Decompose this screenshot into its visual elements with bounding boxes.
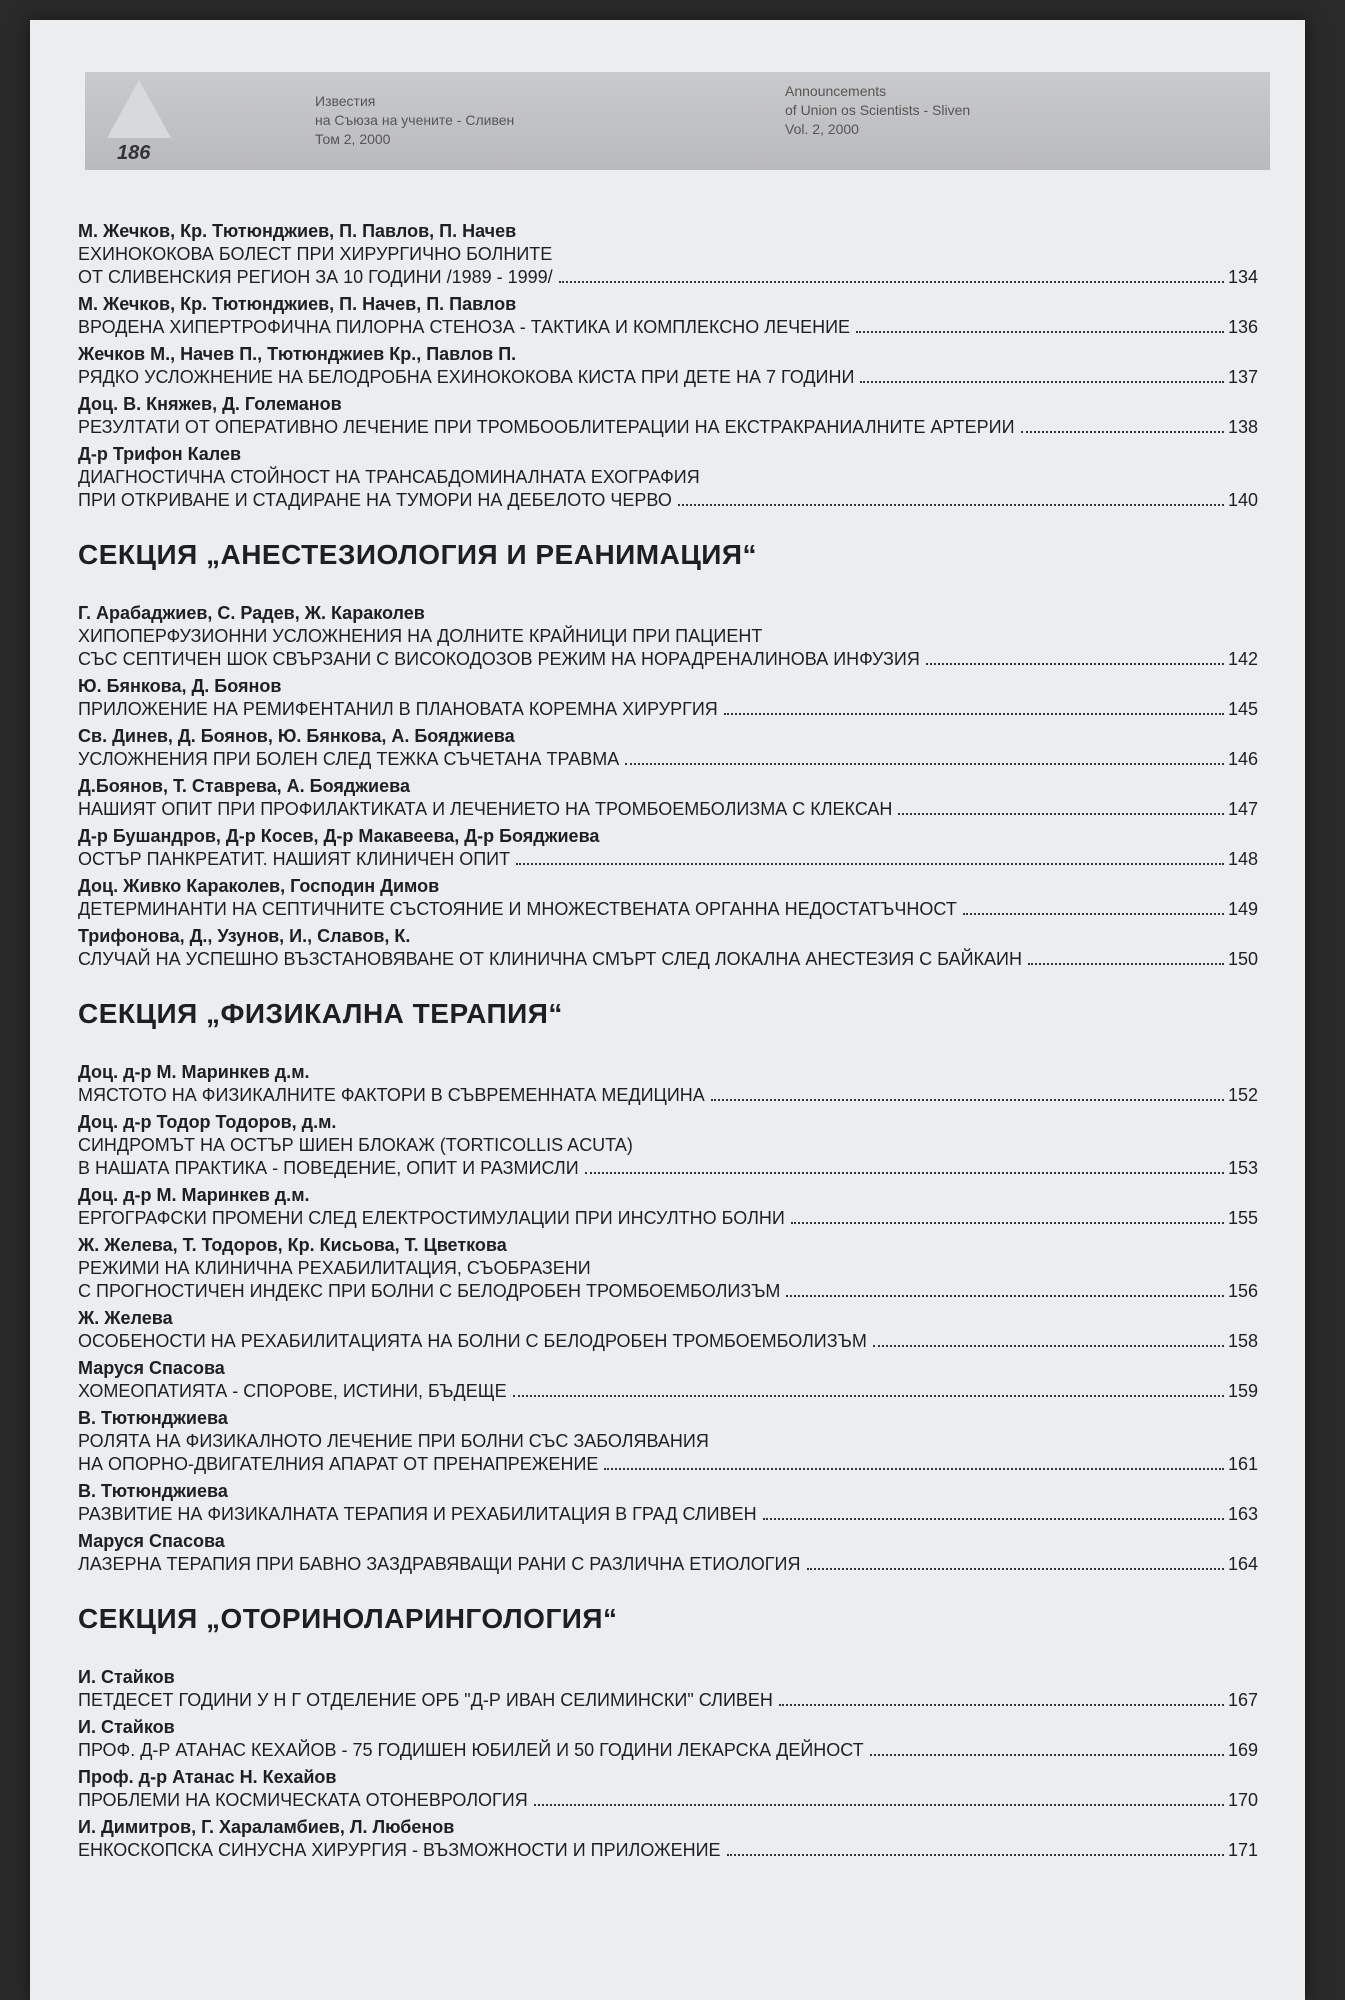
- toc-entry: [78, 1357, 1258, 1403]
- entry-page-number: 161: [1227, 1454, 1258, 1474]
- toc-entry: [78, 1766, 1258, 1812]
- section-heading: СЕКЦИЯ „ОТОРИНОЛАРИНГОЛОГИЯ“: [78, 1603, 618, 1634]
- entry-title-line: РЕЖИМИ НА КЛИНИЧНА РЕХАБИЛИТАЦИЯ, СЪОБРАЗЕНИ: [78, 1258, 591, 1278]
- dot-leader: [870, 1753, 1224, 1756]
- entry-page-number: 142: [1227, 649, 1258, 669]
- entry-title-line: СЛУЧАЙ НА УСПЕШНО ВЪЗСТАНОВЯВАНЕ ОТ КЛИНИЧНА СМЪРТ СЛЕД ЛОКАЛНА АНЕСТЕЗИЯ С БАЙКАИН: [78, 949, 1022, 969]
- entry-title-line: В НАШАТА ПРАКТИКА - ПОВЕДЕНИЕ, ОПИТ И РАЗМИСЛИ: [78, 1158, 579, 1178]
- entry-authors: Д.Боянов, Т. Ставрева, А. Бояджиева: [78, 776, 410, 796]
- entry-title-line: ХОМЕОПАТИЯТА - СПОРОВЕ, ИСТИНИ, БЪДЕЩЕ: [78, 1381, 507, 1401]
- dot-leader: [860, 380, 1224, 383]
- entry-title-line: НА ОПОРНО-ДВИГАТЕЛНИЯ АПАРАТ ОТ ПРЕНАПРЕЖЕНИЕ: [78, 1454, 599, 1474]
- entry-title-row: [78, 698, 1258, 721]
- header-line: of Union os Scientists - Sliven: [785, 102, 971, 118]
- entry-title-line: ДЕТЕРМИНАНТИ НА СЕПТИЧНИТЕ СЪСТОЯНИЕ И МНОЖЕСТВЕНАТА ОРГАННА НЕДОСТАТЪЧНОСТ: [78, 899, 957, 919]
- toc-entry: [78, 775, 1258, 821]
- dot-leader: [898, 812, 1224, 815]
- entry-authors: Д-р Бушандров, Д-р Косев, Д-р Макавеева, Д-р Бояджиева: [78, 826, 600, 846]
- entry-title-line: СИНДРОМЪТ НА ОСТЪР ШИЕН БЛОКАЖ (TORTICOLLIS ACUTA): [78, 1135, 633, 1155]
- entry-title-row: [78, 1553, 1258, 1576]
- entry-page-number: 137: [1227, 367, 1258, 387]
- entry-title-row: [78, 848, 1258, 871]
- dot-leader: [559, 280, 1224, 283]
- section-heading: СЕКЦИЯ „ФИЗИКАЛНА ТЕРАПИЯ“: [78, 998, 563, 1029]
- entry-title-line: РЯДКО УСЛОЖНЕНИЕ НА БЕЛОДРОБНА ЕХИНОКОКОВА КИСТА ПРИ ДЕТЕ НА 7 ГОДИНИ: [78, 367, 855, 387]
- toc-entry: [78, 293, 1258, 339]
- entry-page-number: 148: [1227, 849, 1258, 869]
- toc-entry: [78, 825, 1258, 871]
- toc-entry: [78, 343, 1258, 389]
- entry-page-number: 155: [1227, 1208, 1258, 1228]
- entry-page-number: 150: [1227, 949, 1258, 969]
- entry-title-line: С ПРОГНОСТИЧЕН ИНДЕКС ПРИ БОЛНИ С БЕЛОДРОБЕН ТРОМБОЕМБОЛИЗЪМ: [78, 1281, 781, 1301]
- entry-title-line: СЪС СЕПТИЧЕН ШОК СВЪРЗАНИ С ВИСОКОДОЗОВ РЕЖИМ НА НОРАДРЕНАЛИНОВА ИНФУЗИЯ: [78, 649, 920, 669]
- toc-entry: [78, 1061, 1258, 1107]
- header-line: Announcements: [785, 83, 887, 99]
- entry-title-row: [78, 748, 1258, 771]
- entry-title-row: [78, 1380, 1258, 1403]
- entry-authors: И. Димитров, Г. Хараламбиев, Л. Любенов: [78, 1817, 455, 1837]
- entry-authors: Доц. В. Княжев, Д. Големанов: [78, 394, 342, 414]
- header-bulgarian-title: [315, 92, 514, 149]
- entry-title-line: ПРИ ОТКРИВАНЕ И СТАДИРАНЕ НА ТУМОРИ НА ДЕБЕЛОТО ЧЕРВО: [78, 490, 672, 510]
- table-of-contents: [78, 220, 1258, 1866]
- dot-leader: [625, 762, 1224, 765]
- dot-leader: [791, 1221, 1224, 1224]
- entry-authors: И. Стайков: [78, 1717, 175, 1737]
- entry-page-number: 169: [1227, 1740, 1258, 1760]
- entry-title-row: [78, 898, 1258, 921]
- entry-page-number: 153: [1227, 1158, 1258, 1178]
- entry-authors: Трифонова, Д., Узунов, И., Славов, К.: [78, 926, 411, 946]
- page-number: 186: [117, 142, 151, 164]
- dot-leader: [779, 1703, 1224, 1706]
- entry-page-number: 156: [1227, 1281, 1258, 1301]
- entry-title-line: ЕРГОГРАФСКИ ПРОМЕНИ СЛЕД ЕЛЕКТРОСТИМУЛАЦИИ ПРИ ИНСУЛТНО БОЛНИ: [78, 1208, 785, 1228]
- entry-authors: Ж. Желева: [78, 1308, 173, 1328]
- entry-title-line: ПРИЛОЖЕНИЕ НА РЕМИФЕНТАНИЛ В ПЛАНОВАТА КОРЕМНА ХИРУРГИЯ: [78, 699, 718, 719]
- toc-entry: [78, 1530, 1258, 1576]
- toc-entry: [78, 925, 1258, 971]
- entry-page-number: 136: [1227, 317, 1258, 337]
- entry-page-number: 167: [1227, 1690, 1258, 1710]
- entry-page-number: 149: [1227, 899, 1258, 919]
- entry-page-number: 140: [1227, 490, 1258, 510]
- entry-page-number: 158: [1227, 1331, 1258, 1351]
- entry-authors: Доц. д-р Тодор Тодоров, д.м.: [78, 1112, 337, 1132]
- entry-page-number: 171: [1227, 1840, 1258, 1860]
- entry-title-row: [78, 1739, 1258, 1762]
- dot-leader: [1021, 430, 1224, 433]
- entry-title-line: ОТ СЛИВЕНСКИЯ РЕГИОН ЗА 10 ГОДИНИ /1989 - 1999/: [78, 267, 553, 287]
- entry-title-row: [78, 1839, 1258, 1862]
- header-line: Том 2, 2000: [315, 131, 391, 147]
- dot-leader: [585, 1171, 1224, 1174]
- entry-page-number: 146: [1227, 749, 1258, 769]
- section-heading: СЕКЦИЯ „АНЕСТЕЗИОЛОГИЯ И РЕАНИМАЦИЯ“: [78, 539, 758, 570]
- toc-entry: [78, 725, 1258, 771]
- journal-page: [30, 20, 1305, 2000]
- dot-leader: [856, 330, 1224, 333]
- toc-entry: [78, 1480, 1258, 1526]
- entry-page-number: 138: [1227, 417, 1258, 437]
- entry-title-row: [78, 1689, 1258, 1712]
- dot-leader: [963, 912, 1224, 915]
- dot-leader: [926, 662, 1224, 665]
- entry-title-line: РЕЗУЛТАТИ ОТ ОПЕРАТИВНО ЛЕЧЕНИЕ ПРИ ТРОМБООБЛИТЕРАЦИИ НА ЕКСТРАКРАНИАЛНИТЕ АРТЕРИИ: [78, 417, 1015, 437]
- entry-title-line: ЕНКОСКОПСКА СИНУСНА ХИРУРГИЯ - ВЪЗМОЖНОСТИ И ПРИЛОЖЕНИЕ: [78, 1840, 721, 1860]
- entry-page-number: 145: [1227, 699, 1258, 719]
- entry-page-number: 164: [1227, 1554, 1258, 1574]
- entry-authors: Маруся Спасова: [78, 1358, 225, 1378]
- entry-title-line: ДИАГНОСТИЧНА СТОЙНОСТ НА ТРАНСАБДОМИНАЛНАТА ЕХОГРАФИЯ: [78, 467, 700, 487]
- entry-title-row: [78, 316, 1258, 339]
- dot-leader: [534, 1803, 1224, 1806]
- header-line: Известия: [315, 93, 376, 109]
- toc-entry: [78, 443, 1258, 512]
- entry-title-line: РОЛЯТА НА ФИЗИКАЛНОТО ЛЕЧЕНИЕ ПРИ БОЛНИ СЪС ЗАБОЛЯВАНИЯ: [78, 1431, 709, 1451]
- entry-title-line: ВРОДЕНА ХИПЕРТРОФИЧНА ПИЛОРНА СТЕНОЗА - ТАКТИКА И КОМПЛЕКСНО ЛЕЧЕНИЕ: [78, 317, 851, 337]
- dot-leader: [727, 1853, 1224, 1856]
- entry-title-row: [78, 1157, 1258, 1180]
- entry-title-line: РАЗВИТИЕ НА ФИЗИКАЛНАТА ТЕРАПИЯ И РЕХАБИЛИТАЦИЯ В ГРАД СЛИВЕН: [78, 1504, 757, 1524]
- header-english-title: [785, 82, 970, 139]
- dot-leader: [763, 1517, 1224, 1520]
- entry-page-number: 163: [1227, 1504, 1258, 1524]
- entry-title-line: УСЛОЖНЕНИЯ ПРИ БОЛЕН СЛЕД ТЕЖКА СЪЧЕТАНА ТРАВМА: [78, 749, 620, 769]
- entry-authors: Г. Арабаджиев, С. Радев, Ж. Караколев: [78, 603, 425, 623]
- toc-entry: [78, 675, 1258, 721]
- entry-title-line: НАШИЯТ ОПИТ ПРИ ПРОФИЛАКТИКАТА И ЛЕЧЕНИЕТО НА ТРОМБОЕМБОЛИЗМА С КЛЕКСАН: [78, 799, 893, 819]
- header-line: Vol. 2, 2000: [785, 121, 859, 137]
- entry-title-line: ОСОБЕНОСТИ НА РЕХАБИЛИТАЦИЯТА НА БОЛНИ С БЕЛОДРОБЕН ТРОМБОЕМБОЛИЗЪМ: [78, 1331, 867, 1351]
- toc-entry: [78, 1407, 1258, 1476]
- header-line: на Съюза на учените - Сливен: [315, 112, 515, 128]
- entry-authors: Доц. Живко Караколев, Господин Димов: [78, 876, 440, 896]
- toc-entry: [78, 1234, 1258, 1303]
- running-header: [85, 72, 1270, 170]
- dot-leader: [807, 1567, 1224, 1570]
- entry-title-line: ХИПОПЕРФУЗИОННИ УСЛОЖНЕНИЯ НА ДОЛНИТЕ КРАЙНИЦИ ПРИ ПАЦИЕНТ: [78, 626, 763, 646]
- entry-title-row: [78, 1280, 1258, 1303]
- toc-entry: [78, 1307, 1258, 1353]
- toc-entry: [78, 1111, 1258, 1180]
- entry-title-row: [78, 1084, 1258, 1107]
- entry-page-number: 147: [1227, 799, 1258, 819]
- entry-title-line: ПЕТДЕСЕТ ГОДИНИ У Н Г ОТДЕЛЕНИЕ ОРБ "Д-Р ИВАН СЕЛИМИНСКИ" СЛИВЕН: [78, 1690, 773, 1710]
- entry-authors: В. Тютюнджиева: [78, 1408, 228, 1428]
- toc-entry: [78, 1184, 1258, 1230]
- entry-title-row: [78, 1330, 1258, 1353]
- entry-page-number: 159: [1227, 1381, 1258, 1401]
- entry-title-row: [78, 1207, 1258, 1230]
- entry-page-number: 170: [1227, 1790, 1258, 1810]
- entry-title-line: ОСТЪР ПАНКРЕАТИТ. НАШИЯТ КЛИНИЧЕН ОПИТ: [78, 849, 511, 869]
- entry-page-number: 134: [1227, 267, 1258, 287]
- entry-title-row: [78, 798, 1258, 821]
- toc-entry: [78, 220, 1258, 289]
- entry-title-line: ЛАЗЕРНА ТЕРАПИЯ ПРИ БАВНО ЗАЗДРАВЯВАЩИ РАНИ С РАЗЛИЧНА ЕТИОЛОГИЯ: [78, 1554, 801, 1574]
- entry-authors: Проф. д-р Атанас Н. Кехайов: [78, 1767, 337, 1787]
- toc-entry: [78, 1666, 1258, 1712]
- entry-authors: М. Жечков, Кр. Тютюнджиев, П. Павлов, П. Начев: [78, 221, 517, 241]
- entry-title-row: [78, 266, 1258, 289]
- entry-title-row: [78, 648, 1258, 671]
- entry-title-row: [78, 416, 1258, 439]
- entry-authors: Ж. Желева, Т. Тодоров, Кр. Кисьова, Т. Цветкова: [78, 1235, 507, 1255]
- dot-leader: [1028, 962, 1224, 965]
- dot-leader: [604, 1467, 1224, 1470]
- dot-leader: [724, 712, 1224, 715]
- entry-authors: Жечков М., Начев П., Тютюнджиев Кр., Павлов П.: [78, 344, 517, 364]
- dot-leader: [711, 1098, 1224, 1101]
- toc-entry: [78, 1816, 1258, 1862]
- entry-authors: В. Тютюнджиева: [78, 1481, 228, 1501]
- dot-leader: [786, 1294, 1224, 1297]
- entry-title-row: [78, 489, 1258, 512]
- entry-page-number: 152: [1227, 1085, 1258, 1105]
- entry-title-line: ПРОФ. Д-Р АТАНАС КЕХАЙОВ - 75 ГОДИШЕН ЮБИЛЕЙ И 50 ГОДИНИ ЛЕКАРСКА ДЕЙНОСТ: [78, 1740, 864, 1760]
- entry-title-line: ЕХИНОКОКОВА БОЛЕСТ ПРИ ХИРУРГИЧНО БОЛНИТЕ: [78, 244, 553, 264]
- entry-title-row: [78, 1789, 1258, 1812]
- entry-authors: И. Стайков: [78, 1667, 175, 1687]
- dot-leader: [513, 1394, 1224, 1397]
- entry-authors: М. Жечков, Кр. Тютюнджиев, П. Начев, П. Павлов: [78, 294, 517, 314]
- dot-leader: [516, 862, 1224, 865]
- entry-title-line: МЯСТОТО НА ФИЗИКАЛНИТЕ ФАКТОРИ В СЪВРЕМЕННАТА МЕДИЦИНА: [78, 1085, 705, 1105]
- entry-title-row: [78, 948, 1258, 971]
- entry-authors: Доц. д-р М. Маринкев д.м.: [78, 1185, 310, 1205]
- dot-leader: [873, 1344, 1224, 1347]
- toc-entry: [78, 393, 1258, 439]
- dot-leader: [678, 503, 1224, 506]
- entry-authors: Ю. Бянкова, Д. Боянов: [78, 676, 282, 696]
- entry-title-line: ПРОБЛЕМИ НА КОСМИЧЕСКАТА ОТОНЕВРОЛОГИЯ: [78, 1790, 528, 1810]
- entry-authors: Маруся Спасова: [78, 1531, 225, 1551]
- entry-authors: Д-р Трифон Калев: [78, 444, 242, 464]
- triangle-logo-icon: [107, 80, 171, 138]
- entry-authors: Доц. д-р М. Маринкев д.м.: [78, 1062, 310, 1082]
- entry-title-row: [78, 1503, 1258, 1526]
- toc-entry: [78, 1716, 1258, 1762]
- entry-authors: Св. Динев, Д. Боянов, Ю. Бянкова, А. Бояджиева: [78, 726, 515, 746]
- toc-entry: [78, 602, 1258, 671]
- entry-title-row: [78, 1453, 1258, 1476]
- entry-title-row: [78, 366, 1258, 389]
- toc-entry: [78, 875, 1258, 921]
